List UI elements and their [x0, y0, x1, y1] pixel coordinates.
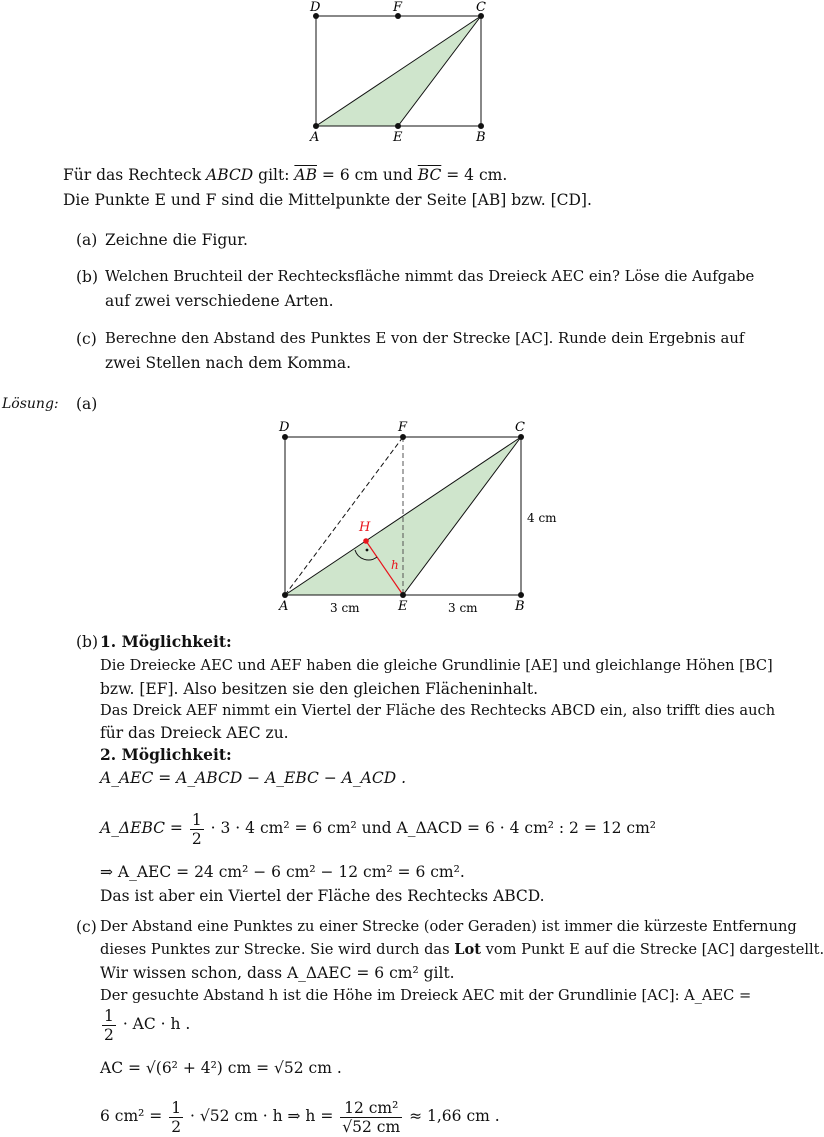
- solution-part-a-marker: (a): [76, 395, 98, 413]
- option-1-line-2: bzw. [EF]. Also besitzen sie den gleichen Flächeninhalt.: [100, 680, 539, 698]
- label-c: C: [476, 0, 486, 15]
- fraction-h-value: $\frac{\text{12 cm²}}{√52 cm}$: [342, 1098, 401, 1136]
- task-b-marker: (b): [76, 268, 99, 286]
- option-2-conclusion: Das ist aber ein Viertel der Fläche des Rechtecks ABCD.: [100, 887, 545, 905]
- option-1-heading: 1. Möglichkeit:: [100, 632, 232, 651]
- label-d: D: [279, 420, 290, 435]
- option-1-line-3: Das Dreick AEF nimmt ein Viertel der Fläche des Rechtecks ABCD ein, also trifft dies auch: [100, 702, 776, 719]
- task-a-text: Zeichne die Figur.: [105, 231, 248, 249]
- figure-rectangle-abcd: [300, 0, 500, 145]
- c-equation-ac: AC = √(6² + 4²) cm = √52 cm .: [100, 1059, 342, 1077]
- c-equation-final: 6 cm² = $\frac{1}{2}$ · √52 cm · h ⇒ h = $\frac{\text{12 cm²}}{√52 cm}$ ≈ 1,66 cm .: [100, 1098, 500, 1136]
- label-d: D: [310, 0, 321, 15]
- option-1-line-4: für das Dreieck AEC zu.: [100, 724, 289, 742]
- c-line-1: Der Abstand eine Punktes zu einer Strecke (oder Geraden) ist immer die kürzeste Entfernung: [100, 918, 797, 935]
- label-e: E: [393, 130, 403, 145]
- task-c-marker: (c): [76, 330, 97, 348]
- fraction-one-half: $\frac{1}{2}$: [104, 1006, 114, 1044]
- given-line-1: Für das Rechteck ABCD gilt: $\overline{AB} = 6$ cm und $\overline{BC} = 4$ cm.: [63, 166, 508, 184]
- solution-part-b-marker: (b): [76, 633, 99, 651]
- label-f: F: [398, 420, 408, 435]
- label-a: A: [310, 130, 320, 145]
- task-c-text-2: zwei Stellen nach dem Komma.: [105, 354, 352, 372]
- triangle-aec-fill: [285, 437, 521, 595]
- c-line-3: Wir wissen schon, dass A_ΔAEC = 6 cm² gilt.: [100, 964, 455, 982]
- label-a: A: [279, 599, 289, 614]
- task-b-text-2: auf zwei verschiedene Arten.: [105, 292, 334, 310]
- c-line-5: $\frac{1}{2}$ · AC · h .: [104, 1006, 191, 1044]
- option-1-line-1: Die Dreiecke AEC und AEF haben die gleiche Grundlinie [AE] und gleichlange Höhen [BC]: [100, 657, 773, 674]
- figure-solution-construction: [270, 418, 560, 618]
- dim-ae: 3 cm: [330, 601, 360, 615]
- task-c-text-1: Berechne den Abstand des Punktes E von der Strecke [AC]. Runde dein Ergebnis auf: [105, 330, 745, 347]
- dim-eb: 3 cm: [448, 601, 478, 615]
- label-b: B: [476, 130, 486, 145]
- dim-bc: 4 cm: [527, 511, 557, 525]
- option-2-equation-3: ⇒ A_AEC = 24 cm² − 6 cm² − 12 cm² = 6 cm².: [100, 863, 465, 881]
- right-angle-dot: [366, 549, 369, 552]
- label-c: C: [515, 420, 525, 435]
- task-b-text-1: Welchen Bruchteil der Rechtecksfläche nimmt das Dreieck AEC ein? Löse die Aufgabe: [105, 268, 755, 285]
- given-line-2: Die Punkte E und F sind die Mittelpunkte der Seite [AB] bzw. [CD].: [63, 191, 592, 209]
- label-h-height: h: [391, 558, 399, 572]
- solution-part-c-marker: (c): [76, 918, 97, 936]
- label-b: B: [515, 599, 525, 614]
- c-line-4: Der gesuchte Abstand h ist die Höhe im Dreieck AEC mit der Grundlinie [AC]: A_AEC =: [100, 987, 752, 1004]
- fraction-one-half: $\frac{1}{2}$: [191, 810, 202, 848]
- fraction-one-half: $\frac{1}{2}$: [171, 1098, 182, 1136]
- solution-label: Lösung:: [2, 396, 59, 412]
- option-2-heading: 2. Möglichkeit:: [100, 745, 232, 764]
- task-a-marker: (a): [76, 231, 98, 249]
- label-f: F: [393, 0, 403, 15]
- option-2-equation-2: A_ΔEBC = $\frac{1}{2}$ · 3 · 4 cm² = 6 cm² und A_ΔACD = 6 · 4 cm² : 2 = 12 cm²: [100, 810, 657, 848]
- label-e: E: [398, 599, 408, 614]
- label-h-point: H: [359, 520, 371, 535]
- option-2-equation-1: A_AEC = A_ABCD − A_EBC − A_ACD .: [100, 769, 407, 787]
- triangle-aec-fill: [316, 16, 481, 126]
- c-line-2: dieses Punktes zur Strecke. Sie wird durch das Lot vom Punkt E auf die Strecke [AC] dargestellt.: [100, 941, 824, 958]
